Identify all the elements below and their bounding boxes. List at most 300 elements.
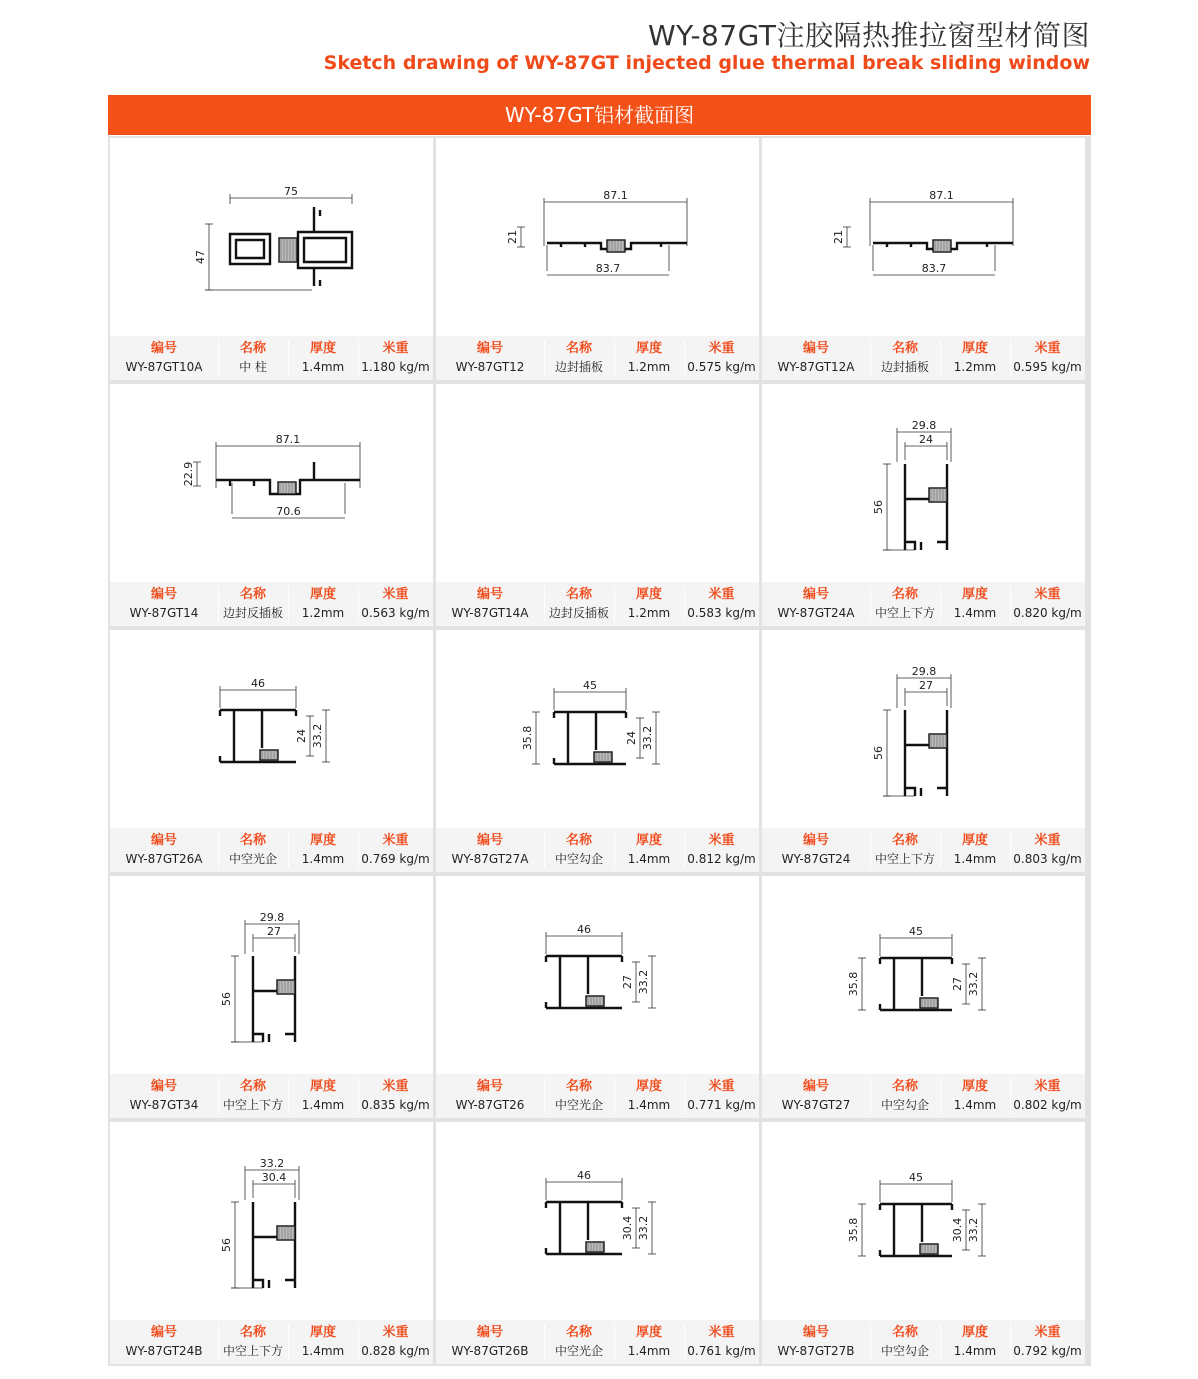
dimension-label: 27 <box>621 975 634 989</box>
dimension-label: 24 <box>295 729 308 743</box>
spec-weight <box>1010 1074 1085 1118</box>
profile-section <box>546 956 622 1008</box>
profile-section <box>253 1034 295 1042</box>
spec-thickness <box>288 828 358 872</box>
spec-weight-label: 米重 <box>382 341 409 356</box>
spec-weight-value: 0.761 kg/m <box>687 1344 756 1358</box>
spec-thickness-label: 厚度 <box>961 341 988 356</box>
dimension-label: 56 <box>220 992 233 1006</box>
spec-name-label: 名称 <box>891 833 918 848</box>
profile-section <box>546 1202 622 1254</box>
spec-name-label: 名称 <box>239 1079 266 1094</box>
spec-weight <box>358 828 433 872</box>
profile-section <box>220 710 296 762</box>
spec-name-label: 名称 <box>565 341 592 356</box>
spec-thickness-value: 1.2mm <box>627 360 671 374</box>
thermal-strip <box>920 1244 938 1254</box>
profile-card <box>762 384 1085 626</box>
profile-section <box>554 712 626 764</box>
spec-weight-label: 米重 <box>1034 1325 1061 1340</box>
profile-section <box>253 956 295 1042</box>
spec-name-value: 中空勾企 <box>554 852 603 866</box>
spec-code <box>110 828 218 872</box>
spec-thickness-label: 厚度 <box>309 833 336 848</box>
spec-thickness <box>614 1320 684 1364</box>
thermal-strip <box>279 238 297 262</box>
spec-name-label: 名称 <box>565 1325 592 1340</box>
spec-weight-label: 米重 <box>1034 341 1061 356</box>
profile-section <box>253 1202 295 1288</box>
spec-weight-value: 0.803 kg/m <box>1013 852 1082 866</box>
spec-weight <box>1010 828 1085 872</box>
spec-thickness-label: 厚度 <box>635 341 662 356</box>
spec-code <box>110 1074 218 1118</box>
spec-thickness <box>940 828 1010 872</box>
dimension-label: 33.2 <box>967 1217 980 1243</box>
spec-code-value: WY-87GT12A <box>777 360 855 374</box>
dimension-label: 56 <box>872 500 885 514</box>
cross-section-drawing <box>110 630 433 828</box>
profile-card <box>436 630 759 872</box>
thermal-strip <box>920 998 938 1008</box>
spec-thickness-value: 1.4mm <box>627 1098 671 1112</box>
thermal-strip <box>933 240 951 252</box>
spec-name <box>870 828 940 872</box>
spec-code-label: 编号 <box>476 341 503 356</box>
dimension-label: 29.8 <box>911 665 937 678</box>
spec-name <box>218 828 288 872</box>
spec-weight-value: 0.812 kg/m <box>687 852 756 866</box>
spec-name-value: 中空勾企 <box>880 1098 929 1112</box>
spec-name-value: 中空光企 <box>554 1344 603 1358</box>
spec-weight <box>358 582 433 626</box>
spec-code-value: WY-87GT27 <box>781 1098 851 1112</box>
dimension-label: 87.1 <box>275 433 301 446</box>
spec-row <box>436 828 759 872</box>
profile-card <box>110 630 433 872</box>
spec-code-value: WY-87GT14 <box>129 606 199 620</box>
spec-thickness <box>940 1074 1010 1118</box>
spec-name-label: 名称 <box>239 1325 266 1340</box>
profile-card <box>436 138 759 380</box>
spec-code <box>762 582 870 626</box>
cross-section-drawing <box>436 876 759 1074</box>
dimension-label: 35.8 <box>847 971 860 997</box>
thermal-strip <box>260 750 278 760</box>
dimension-label: 70.6 <box>276 505 301 518</box>
spec-weight <box>358 1074 433 1118</box>
dimension-label: 75 <box>284 185 298 198</box>
spec-name-value: 中空上下方 <box>874 852 935 866</box>
dimension-label: 46 <box>577 923 591 936</box>
spec-weight <box>1010 336 1085 380</box>
cross-section-drawing <box>110 384 433 582</box>
profile-section <box>880 1204 952 1256</box>
spec-row <box>762 828 1085 872</box>
thermal-strip <box>586 996 604 1006</box>
dimension-label: 33.2 <box>637 1215 650 1241</box>
spec-code-value: WY-87GT10A <box>125 360 203 374</box>
spec-thickness-value: 1.4mm <box>301 1344 345 1358</box>
spec-name <box>544 336 614 380</box>
spec-name <box>870 1320 940 1364</box>
spec-thickness-label: 厚度 <box>961 833 988 848</box>
spec-name-value: 边封插板 <box>554 360 603 374</box>
spec-weight-label: 米重 <box>708 833 735 848</box>
dimension-label: 21 <box>832 230 845 244</box>
page-title: WY-87GT注胶隔热推拉窗型材简图 <box>647 19 1090 52</box>
spec-code-label: 编号 <box>150 341 177 356</box>
dimension-label: 33.2 <box>641 725 654 751</box>
spec-code <box>762 336 870 380</box>
thermal-strip <box>594 752 612 762</box>
spec-code-value: WY-87GT27B <box>777 1344 855 1358</box>
spec-weight-label: 米重 <box>708 341 735 356</box>
spec-code <box>762 1074 870 1118</box>
spec-thickness-label: 厚度 <box>961 587 988 602</box>
spec-name <box>218 336 288 380</box>
thermal-strip <box>278 482 296 494</box>
dimension-label: 45 <box>583 679 597 692</box>
profile-section <box>220 710 296 762</box>
spec-name-value: 中空上下方 <box>222 1344 283 1358</box>
profile-card <box>762 630 1085 872</box>
spec-code <box>110 336 218 380</box>
spec-thickness <box>614 1074 684 1118</box>
spec-code-value: WY-87GT24 <box>781 852 851 866</box>
spec-weight <box>684 582 759 626</box>
spec-weight-value: 1.180 kg/m <box>361 360 430 374</box>
spec-thickness-label: 厚度 <box>961 1079 988 1094</box>
spec-row <box>110 828 433 872</box>
spec-code-label: 编号 <box>802 1079 829 1094</box>
spec-thickness <box>940 582 1010 626</box>
cross-section-drawing <box>436 1122 759 1320</box>
dimension-label: 87.1 <box>929 189 954 202</box>
cross-section-drawing <box>436 630 759 828</box>
profile-card <box>436 876 759 1118</box>
spec-name <box>870 1074 940 1118</box>
section-banner: WY-87GT铝材截面图 <box>108 95 1091 135</box>
spec-row <box>110 336 433 380</box>
thermal-strip <box>607 240 625 252</box>
cross-section-drawing <box>436 138 759 336</box>
spec-row <box>436 336 759 380</box>
spec-weight-label: 米重 <box>382 833 409 848</box>
spec-code-value: WY-87GT24B <box>125 1344 203 1358</box>
dimension-label: 46 <box>577 1169 591 1182</box>
dimension-label: 21 <box>506 230 519 244</box>
spec-name <box>870 582 940 626</box>
spec-thickness-value: 1.4mm <box>627 1344 671 1358</box>
spec-code <box>110 582 218 626</box>
spec-code-value: WY-87GT26 <box>455 1098 525 1112</box>
spec-name-value: 边封插板 <box>880 360 929 374</box>
cross-section-drawing <box>762 876 1085 1074</box>
spec-row <box>436 1074 759 1118</box>
dimension-label: 33.2 <box>967 971 980 997</box>
spec-code-label: 编号 <box>150 1325 177 1340</box>
spec-thickness-value: 1.4mm <box>627 852 671 866</box>
spec-name <box>870 336 940 380</box>
spec-code <box>436 1320 544 1364</box>
dimension-label: 27 <box>919 679 933 692</box>
profile-section <box>546 956 622 1008</box>
profile-card <box>110 138 433 380</box>
cross-section-drawing <box>436 384 759 582</box>
spec-weight-value: 0.563 kg/m <box>361 606 430 620</box>
spec-weight-label: 米重 <box>708 1079 735 1094</box>
spec-thickness-label: 厚度 <box>309 587 336 602</box>
spec-row <box>436 1320 759 1364</box>
dimension-label: 33.2 <box>637 969 650 995</box>
spec-thickness <box>940 336 1010 380</box>
spec-thickness <box>288 582 358 626</box>
spec-weight-value: 0.802 kg/m <box>1013 1098 1082 1112</box>
spec-code-label: 编号 <box>476 587 503 602</box>
spec-name <box>544 1320 614 1364</box>
profile-grid <box>108 136 1091 1366</box>
spec-weight <box>684 828 759 872</box>
cross-section-drawing <box>110 1122 433 1320</box>
spec-weight <box>358 336 433 380</box>
spec-name-value: 中 柱 <box>239 360 267 374</box>
dimension-label: 35.8 <box>847 1217 860 1243</box>
spec-weight-value: 0.771 kg/m <box>687 1098 756 1112</box>
thermal-strip <box>929 734 947 748</box>
thermal-strip <box>277 1226 295 1240</box>
spec-name-label: 名称 <box>239 341 266 356</box>
spec-code-value: WY-87GT34 <box>129 1098 199 1112</box>
thermal-strip <box>586 1242 604 1252</box>
spec-thickness-label: 厚度 <box>309 1079 336 1094</box>
dimension-label: 47 <box>194 250 207 264</box>
spec-code-label: 编号 <box>802 341 829 356</box>
spec-name <box>218 1074 288 1118</box>
spec-weight <box>1010 1320 1085 1364</box>
spec-weight-label: 米重 <box>1034 1079 1061 1094</box>
profile-card <box>762 138 1085 380</box>
spec-weight-value: 0.583 kg/m <box>687 606 756 620</box>
profile-card <box>110 384 433 626</box>
spec-thickness-value: 1.2mm <box>953 360 997 374</box>
cross-section-drawing <box>762 384 1085 582</box>
dimension-label: 35.8 <box>521 725 534 751</box>
spec-thickness <box>614 582 684 626</box>
spec-row <box>436 582 759 626</box>
spec-code-value: WY-87GT26B <box>451 1344 529 1358</box>
spec-name-value: 边封反插板 <box>222 606 283 620</box>
dimension-label: 24 <box>625 731 638 745</box>
spec-weight <box>684 1074 759 1118</box>
spec-row <box>110 1074 433 1118</box>
spec-weight-label: 米重 <box>708 1325 735 1340</box>
spec-thickness-label: 厚度 <box>635 1325 662 1340</box>
spec-weight-label: 米重 <box>1034 587 1061 602</box>
profile-section <box>905 464 947 550</box>
profile-section <box>253 1280 295 1288</box>
spec-code <box>762 1320 870 1364</box>
spec-name <box>218 1320 288 1364</box>
spec-thickness-label: 厚度 <box>635 1079 662 1094</box>
spec-weight-label: 米重 <box>382 1325 409 1340</box>
spec-code <box>436 336 544 380</box>
dimension-label: 33.2 <box>311 723 324 749</box>
spec-name-label: 名称 <box>239 587 266 602</box>
spec-thickness <box>614 828 684 872</box>
profile-section <box>880 958 952 1010</box>
profile-section <box>905 710 947 796</box>
spec-name-label: 名称 <box>239 833 266 848</box>
spec-name <box>544 828 614 872</box>
spec-name-value: 中空上下方 <box>222 1098 283 1112</box>
profile-section <box>880 958 952 1010</box>
profile-card <box>762 1122 1085 1364</box>
spec-thickness-value: 1.4mm <box>953 852 997 866</box>
dimension-label: 30.4 <box>951 1217 964 1243</box>
spec-row <box>762 1320 1085 1364</box>
dimension-label: 87.1 <box>603 189 628 202</box>
spec-code <box>436 828 544 872</box>
spec-name-value: 中空上下方 <box>874 606 935 620</box>
spec-code-label: 编号 <box>150 833 177 848</box>
spec-thickness-label: 厚度 <box>961 1325 988 1340</box>
spec-code <box>110 1320 218 1364</box>
spec-code-value: WY-87GT14A <box>451 606 529 620</box>
profile-section <box>230 234 270 264</box>
spec-thickness-value: 1.4mm <box>301 1098 345 1112</box>
spec-thickness-value: 1.2mm <box>301 606 345 620</box>
cross-section-drawing <box>110 138 433 336</box>
spec-name-label: 名称 <box>565 587 592 602</box>
spec-row <box>762 1074 1085 1118</box>
spec-weight-label: 米重 <box>708 587 735 602</box>
dimension-label: 27 <box>951 977 964 991</box>
spec-thickness <box>288 336 358 380</box>
profile-section <box>880 1204 952 1256</box>
spec-weight <box>1010 582 1085 626</box>
spec-name <box>544 1074 614 1118</box>
dimension-label: 56 <box>220 1238 233 1252</box>
spec-thickness <box>288 1074 358 1118</box>
spec-code-label: 编号 <box>802 1325 829 1340</box>
spec-code-label: 编号 <box>476 1325 503 1340</box>
spec-weight-label: 米重 <box>382 587 409 602</box>
spec-row <box>762 336 1085 380</box>
profile-section <box>905 788 947 796</box>
spec-weight-value: 0.835 kg/m <box>361 1098 430 1112</box>
spec-weight-label: 米重 <box>1034 833 1061 848</box>
spec-name-label: 名称 <box>891 1079 918 1094</box>
spec-code-label: 编号 <box>802 587 829 602</box>
dimension-label: 33.2 <box>259 1157 285 1170</box>
spec-name-value: 中空光企 <box>228 852 277 866</box>
spec-thickness-label: 厚度 <box>309 1325 336 1340</box>
spec-code-label: 编号 <box>150 587 177 602</box>
spec-code-label: 编号 <box>802 833 829 848</box>
spec-thickness-label: 厚度 <box>635 833 662 848</box>
dimension-label: 83.7 <box>921 262 947 275</box>
spec-row <box>110 1320 433 1364</box>
spec-code <box>436 582 544 626</box>
cross-section-drawing <box>762 630 1085 828</box>
dimension-label: 27 <box>267 925 281 938</box>
spec-thickness <box>940 1320 1010 1364</box>
profile-card <box>110 876 433 1118</box>
profile-card <box>762 876 1085 1118</box>
dimension-label: 45 <box>909 1171 923 1184</box>
profile-card <box>110 1122 433 1364</box>
spec-code-label: 编号 <box>476 833 503 848</box>
spec-name-label: 名称 <box>891 341 918 356</box>
spec-code <box>436 1074 544 1118</box>
spec-thickness-value: 1.4mm <box>953 606 997 620</box>
spec-name-label: 名称 <box>891 1325 918 1340</box>
page-subtitle: Sketch drawing of WY-87GT injected glue thermal break sliding window <box>323 52 1090 74</box>
spec-name-label: 名称 <box>891 587 918 602</box>
spec-row <box>762 582 1085 626</box>
cross-section-drawing <box>762 1122 1085 1320</box>
dimension-label: 46 <box>251 677 265 690</box>
spec-weight-value: 0.769 kg/m <box>361 852 430 866</box>
spec-name-value: 中空光企 <box>554 1098 603 1112</box>
spec-thickness-label: 厚度 <box>309 341 336 356</box>
profile-section <box>230 462 314 486</box>
dimension-label: 30.4 <box>261 1171 287 1184</box>
spec-thickness-value: 1.2mm <box>627 606 671 620</box>
spec-name-value: 边封反插板 <box>548 606 609 620</box>
cross-section-drawing <box>110 876 433 1074</box>
spec-code-value: WY-87GT12 <box>455 360 525 374</box>
spec-code-value: WY-87GT27A <box>451 852 529 866</box>
spec-code-label: 编号 <box>476 1079 503 1094</box>
spec-name <box>544 582 614 626</box>
profile-section <box>546 1202 622 1254</box>
spec-thickness <box>288 1320 358 1364</box>
spec-thickness-label: 厚度 <box>635 587 662 602</box>
profile-section <box>298 232 352 268</box>
thermal-strip <box>277 980 295 994</box>
cross-section-drawing <box>762 138 1085 336</box>
spec-thickness <box>614 336 684 380</box>
spec-weight-value: 0.595 kg/m <box>1013 360 1082 374</box>
spec-thickness-value: 1.4mm <box>953 1098 997 1112</box>
spec-name-label: 名称 <box>565 1079 592 1094</box>
spec-weight-value: 0.575 kg/m <box>687 360 756 374</box>
spec-weight <box>684 336 759 380</box>
spec-weight-value: 0.828 kg/m <box>361 1344 430 1358</box>
spec-thickness-value: 1.4mm <box>301 360 345 374</box>
spec-weight <box>358 1320 433 1364</box>
spec-code <box>762 828 870 872</box>
spec-thickness-value: 1.4mm <box>953 1344 997 1358</box>
profile-section <box>314 207 320 286</box>
profile-card <box>436 384 759 626</box>
dimension-label: 29.8 <box>911 419 937 432</box>
spec-name-label: 名称 <box>565 833 592 848</box>
dimension-label: 56 <box>872 746 885 760</box>
dimension-label: 30.4 <box>621 1215 634 1241</box>
dimension-label: 45 <box>909 925 923 938</box>
dimension-label: 22.9 <box>182 461 195 487</box>
spec-name <box>218 582 288 626</box>
spec-weight-value: 0.792 kg/m <box>1013 1344 1082 1358</box>
thermal-strip <box>929 488 947 502</box>
spec-weight <box>684 1320 759 1364</box>
spec-code-label: 编号 <box>150 1079 177 1094</box>
dimension-label: 29.8 <box>259 911 285 924</box>
spec-weight-value: 0.820 kg/m <box>1013 606 1082 620</box>
